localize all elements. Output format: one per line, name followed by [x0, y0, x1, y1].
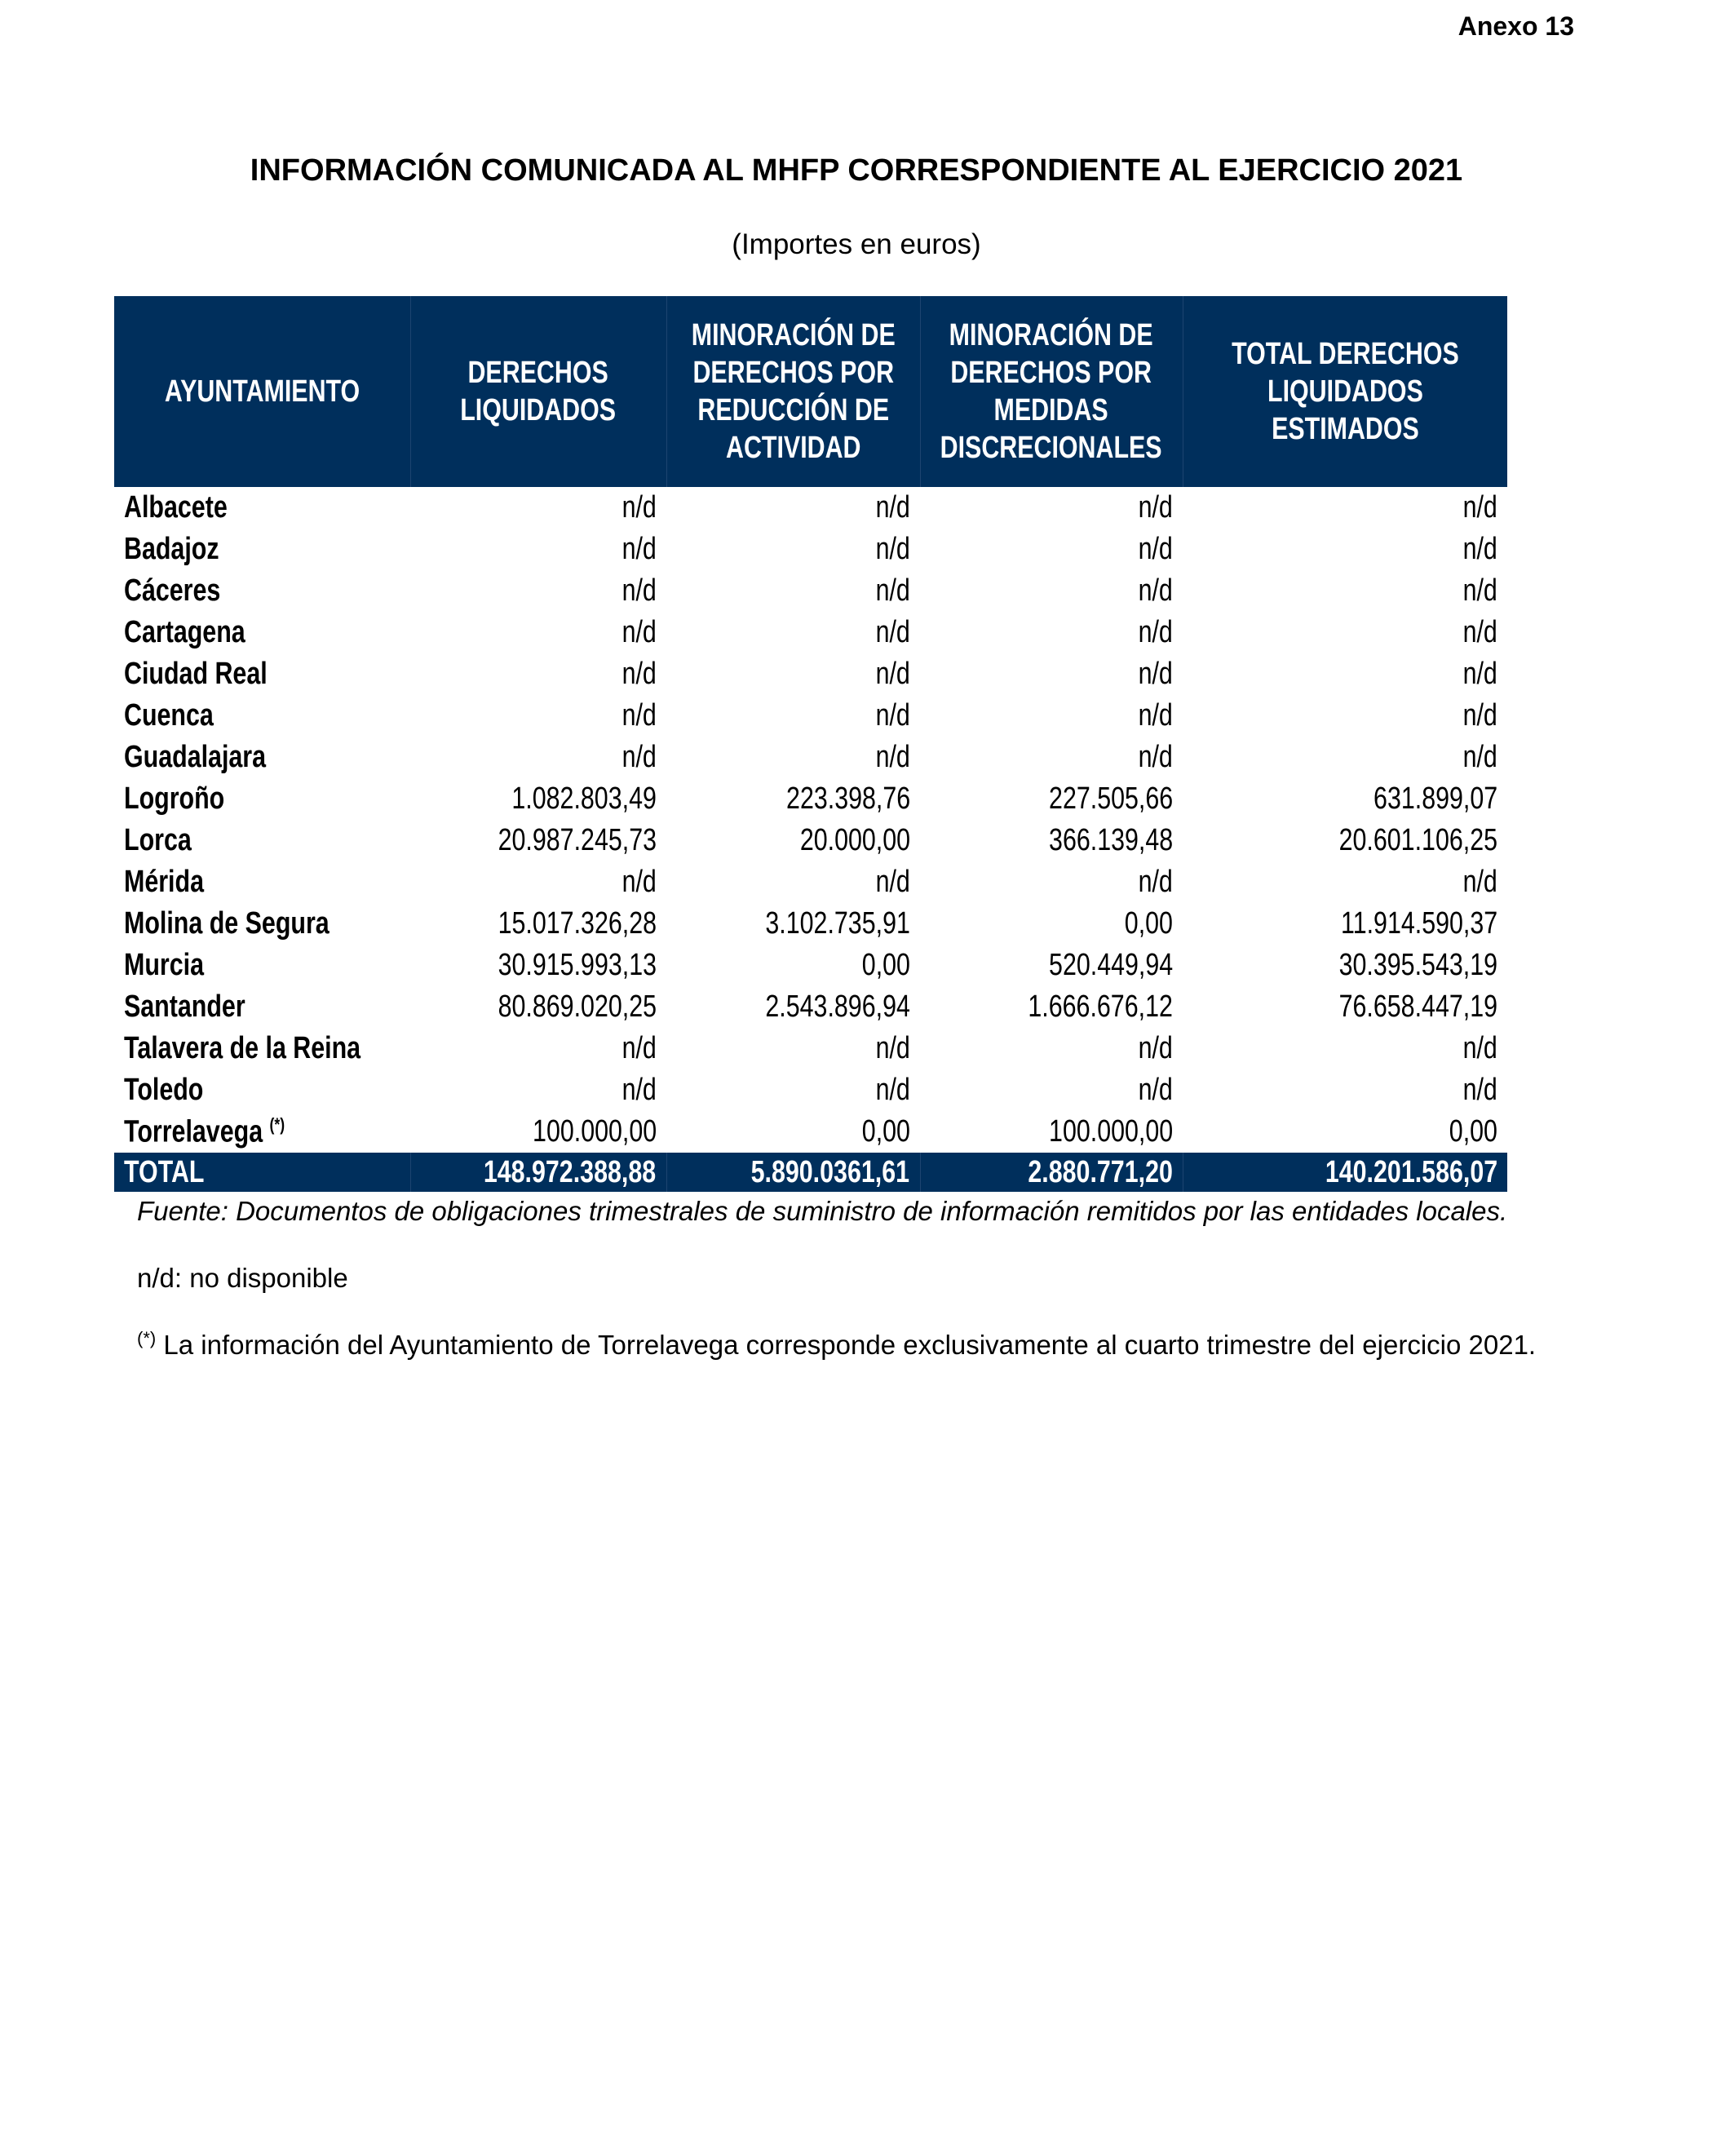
- value-cell: n/d: [875, 865, 910, 899]
- total-row: [114, 1153, 1507, 1192]
- column-header: AYUNTAMIENTO: [114, 296, 410, 487]
- value-cell: n/d: [875, 490, 910, 525]
- page-title: INFORMACIÓN COMUNICADA AL MHFP CORRESPONDIENTE AL EJERCICIO 2021: [250, 153, 1463, 188]
- value-cell: 2.880.771,20: [920, 1153, 1183, 1192]
- municipality-cell: Santander: [124, 989, 246, 1024]
- value-cell: n/d: [875, 1073, 910, 1107]
- value-cell: 76.658.447,19: [1338, 989, 1497, 1024]
- value-cell: 0,00: [1124, 906, 1173, 941]
- value-cell: 11.914.590,37: [1340, 906, 1497, 941]
- value-cell: 520.449,94: [1048, 948, 1173, 982]
- value-cell: n/d: [1138, 615, 1173, 649]
- value-cell: n/d: [1138, 657, 1173, 691]
- value-cell: n/d: [621, 573, 657, 608]
- column-header: MINORACIÓN DE DERECHOS POR REDUCCIÓN DE ACTIVIDAD: [666, 296, 920, 487]
- table-row: [114, 737, 1507, 778]
- municipality-cell: Cáceres: [124, 573, 221, 608]
- value-cell: 0,00: [1449, 1114, 1497, 1149]
- value-cell: n/d: [875, 615, 910, 649]
- table-row: [114, 1111, 1507, 1153]
- table-row: [114, 861, 1507, 903]
- value-cell: n/d: [621, 490, 657, 525]
- value-cell: 100.000,00: [1048, 1114, 1173, 1149]
- value-cell: 20.987.245,73: [498, 823, 657, 857]
- municipality-cell: Mérida: [124, 865, 204, 899]
- value-cell: 2.543.896,94: [765, 989, 910, 1024]
- value-cell: 366.139,48: [1048, 823, 1173, 857]
- value-cell: n/d: [1462, 865, 1497, 899]
- table-row: [114, 1069, 1507, 1111]
- value-cell: n/d: [621, 657, 657, 691]
- municipality-cell: Albacete: [124, 490, 228, 525]
- value-cell: n/d: [621, 1031, 657, 1065]
- value-cell: n/d: [1138, 573, 1173, 608]
- municipality-cell: Toledo: [124, 1073, 204, 1107]
- value-cell: 30.395.543,19: [1338, 948, 1497, 982]
- value-cell: n/d: [1138, 865, 1173, 899]
- value-cell: 80.869.020,25: [498, 989, 657, 1024]
- annex-label: Anexo 13: [1458, 11, 1574, 41]
- municipality-cell: TOTAL: [114, 1153, 410, 1192]
- data-table: [114, 296, 1507, 1192]
- value-cell: 0,00: [861, 1114, 910, 1149]
- value-cell: n/d: [1462, 532, 1497, 566]
- table-row: [114, 487, 1507, 529]
- table-row: [114, 695, 1507, 737]
- value-cell: n/d: [621, 740, 657, 774]
- value-cell: n/d: [875, 657, 910, 691]
- value-cell: n/d: [1462, 1073, 1497, 1107]
- footnote-mark: (*): [269, 1113, 285, 1135]
- municipality-cell: Cartagena: [124, 615, 246, 649]
- table-row: [114, 529, 1507, 570]
- value-cell: n/d: [1138, 490, 1173, 525]
- municipality-cell: Molina de Segura: [124, 906, 330, 941]
- value-cell: 631.899,07: [1373, 781, 1497, 816]
- nd-note: n/d: no disponible: [137, 1263, 348, 1293]
- municipality-cell: Badajoz: [124, 532, 219, 566]
- value-cell: n/d: [621, 698, 657, 733]
- municipality-cell: Lorca: [124, 823, 192, 857]
- value-cell: n/d: [875, 740, 910, 774]
- value-cell: 223.398,76: [785, 781, 910, 816]
- value-cell: n/d: [1462, 573, 1497, 608]
- value-cell: n/d: [621, 615, 657, 649]
- value-cell: 148.972.388,88: [410, 1153, 666, 1192]
- table-row: [114, 986, 1507, 1028]
- municipality-cell: Talavera de la Reina: [124, 1031, 361, 1065]
- value-cell: n/d: [875, 573, 910, 608]
- table-row: [114, 903, 1507, 945]
- value-cell: n/d: [875, 532, 910, 566]
- municipality-cell: Cuenca: [124, 698, 214, 733]
- value-cell: 5.890.0361,61: [666, 1153, 920, 1192]
- table-row: [114, 778, 1507, 820]
- column-header: TOTAL DERECHOS LIQUIDADOS ESTIMADOS: [1183, 296, 1507, 487]
- value-cell: 1.666.676,12: [1028, 989, 1173, 1024]
- page-subtitle: (Importes en euros): [732, 228, 981, 260]
- value-cell: n/d: [621, 532, 657, 566]
- value-cell: n/d: [1462, 657, 1497, 691]
- value-cell: 140.201.586,07: [1183, 1153, 1507, 1192]
- municipality-cell: Guadalajara: [124, 740, 267, 774]
- table-row: [114, 653, 1507, 695]
- municipality-cell: Logroño: [124, 781, 225, 816]
- value-cell: n/d: [1138, 698, 1173, 733]
- table-row: [114, 1028, 1507, 1069]
- municipality-cell: Ciudad Real: [124, 657, 268, 691]
- value-cell: n/d: [1138, 1073, 1173, 1107]
- value-cell: n/d: [875, 1031, 910, 1065]
- table-row: [114, 570, 1507, 612]
- value-cell: n/d: [1138, 740, 1173, 774]
- value-cell: 20.000,00: [799, 823, 910, 857]
- column-header: MINORACIÓN DE DERECHOS POR MEDIDAS DISCRECIONALES: [920, 296, 1183, 487]
- value-cell: n/d: [1138, 1031, 1173, 1065]
- value-cell: 30.915.993,13: [498, 948, 657, 982]
- value-cell: 20.601.106,25: [1338, 823, 1497, 857]
- source-note: Fuente: Documentos de obligaciones trimestrales de suministro de información remitidos por las entidades locales.: [137, 1196, 1508, 1226]
- value-cell: 227.505,66: [1048, 781, 1173, 816]
- value-cell: 15.017.326,28: [498, 906, 657, 941]
- table-row: [114, 945, 1507, 986]
- table-header: [114, 296, 1507, 487]
- column-header: DERECHOS LIQUIDADOS: [410, 296, 666, 487]
- table-row: [114, 820, 1507, 861]
- footnote: (*) La información del Ayuntamiento de Torrelavega corresponde exclusivamente al cuarto trimestre del ejercicio 2021.: [137, 1328, 1537, 1360]
- value-cell: n/d: [1462, 490, 1497, 525]
- value-cell: 100.000,00: [532, 1114, 657, 1149]
- value-cell: n/d: [621, 1073, 657, 1107]
- municipality-cell: Torrelavega (*): [124, 1113, 285, 1149]
- value-cell: n/d: [1462, 1031, 1497, 1065]
- table-row: [114, 612, 1507, 653]
- value-cell: 1.082.803,49: [511, 781, 657, 816]
- value-cell: n/d: [1462, 615, 1497, 649]
- value-cell: n/d: [1462, 740, 1497, 774]
- value-cell: n/d: [621, 865, 657, 899]
- municipality-cell: Murcia: [124, 948, 204, 982]
- value-cell: n/d: [1138, 532, 1173, 566]
- value-cell: 3.102.735,91: [765, 906, 910, 941]
- value-cell: n/d: [1462, 698, 1497, 733]
- value-cell: 0,00: [861, 948, 910, 982]
- value-cell: n/d: [875, 698, 910, 733]
